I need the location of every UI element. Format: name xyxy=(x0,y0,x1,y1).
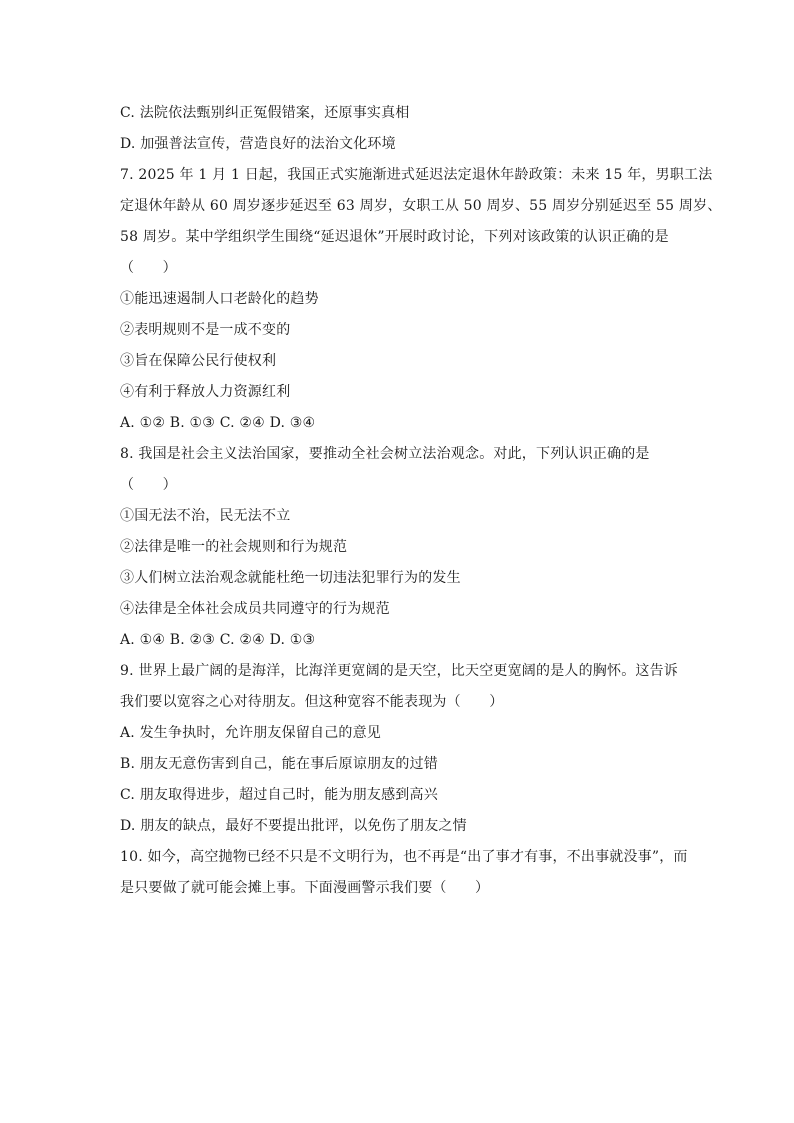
q9-option-b: B. 朋友无意伤害到自己，能在事后原谅朋友的过错 xyxy=(120,756,438,772)
q7-statement-3: ③旨在保障公民行使权利 xyxy=(120,353,277,369)
q9-option-a: A. 发生争执时，允许朋友保留自己的意见 xyxy=(120,725,382,741)
q8-statement-4: ④法律是全体社会成员共同遵守的行为规范 xyxy=(120,601,390,617)
q9-option-c: C. 朋友取得进步，超过自己时，能为朋友感到高兴 xyxy=(120,787,438,803)
q8-stem-line-1: 8. 我国是社会主义法治国家，要推动全社会树立法治观念。对此，下列认识正确的是 xyxy=(120,446,650,462)
q6-option-c: C. 法院依法甄别纠正冤假错案，还原事实真相 xyxy=(120,105,410,121)
q7-stem-line-1: 7. 2025 年 1 月 1 日起，我国正式实施渐进式延迟法定退休年龄政策：未来 15 年，男职工法 xyxy=(120,167,713,183)
q9-stem-line-2: 我们要以宽容之心对待朋友。但这种宽容不能表现为（ ） xyxy=(120,694,504,710)
q7-answer-bracket: （ ） xyxy=(120,260,177,276)
question-content xyxy=(120,98,722,904)
q7-statement-1: ①能迅速遏制人口老龄化的趋势 xyxy=(120,291,319,307)
q7-stem-line-3: 58 周岁。某中学组织学生围绕“延迟退休”开展时政讨论，下列对该政策的认识正确的是 xyxy=(120,229,669,245)
q8-statement-3: ③人们树立法治观念就能杜绝一切违法犯罪行为的发生 xyxy=(120,570,461,586)
q8-statement-1: ①国无法不治，民无法不立 xyxy=(120,508,291,524)
q6-option-d: D. 加强普法宣传，营造良好的法治文化环境 xyxy=(120,136,396,152)
q8-statement-2: ②法律是唯一的社会规则和行为规范 xyxy=(120,539,348,555)
q8-answer-bracket: （ ） xyxy=(120,477,177,493)
q10-stem-line-2: 是只要做了就可能会摊上事。下面漫画警示我们要（ ） xyxy=(120,880,490,896)
q10-stem-line-1: 10. 如今，高空抛物已经不只是不文明行为，也不再是“出了事才有事，不出事就没事”，而 xyxy=(120,849,688,865)
q7-options: A. ①② B. ①③ C. ②④ D. ③④ xyxy=(120,415,316,431)
q7-statement-2: ②表明规则不是一成不变的 xyxy=(120,322,291,338)
q8-options: A. ①④ B. ②③ C. ②④ D. ①③ xyxy=(120,632,316,648)
q7-stem-line-2: 定退休年龄从 60 周岁逐步延迟至 63 周岁，女职工从 50 周岁、55 周岁分别延迟至 55 周岁、 xyxy=(120,198,722,214)
q9-stem-line-1: 9. 世界上最广阔的是海洋，比海洋更宽阔的是天空，比天空更宽阔的是人的胸怀。这告诉 xyxy=(120,663,679,679)
q9-option-d: D. 朋友的缺点，最好不要提出批评，以免伤了朋友之情 xyxy=(120,818,467,834)
q7-statement-4: ④有利于释放人力资源红利 xyxy=(120,384,291,400)
